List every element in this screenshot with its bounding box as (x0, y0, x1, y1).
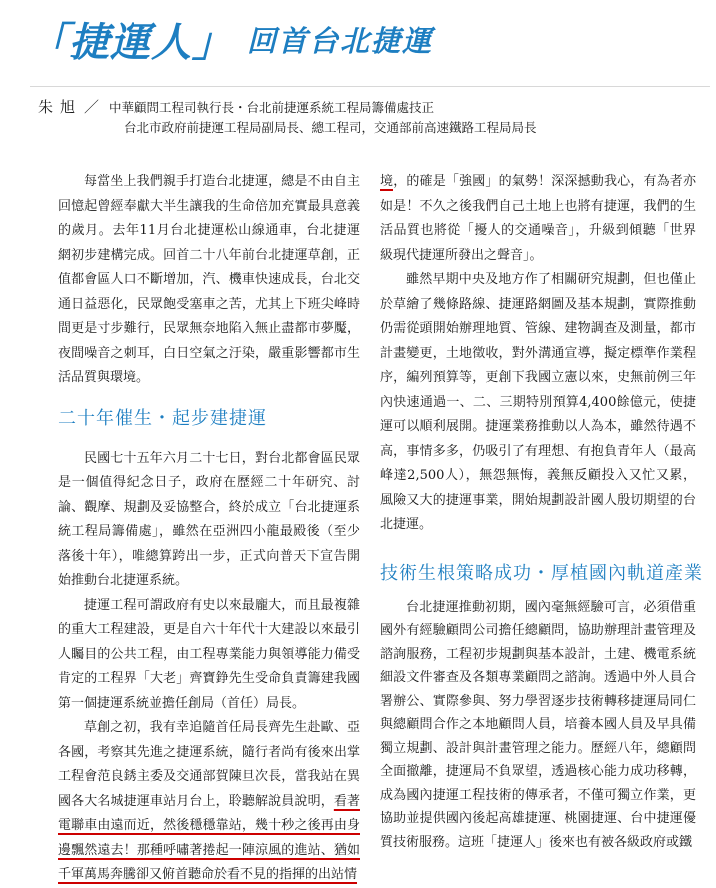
paragraph-3: 捷運工程可謂政府有史以來最龐大，而且最複雜的重大工程建設，更是自六十年代十大建設以來最引人矚目的公共工程，由工程專業能力與領導能力備受肯定的工程界「大老」齊寶錚先生受命負責籌建我國第一個捷運系統並擔任創局（首任）局長。 (58, 597, 360, 711)
paragraph-4-text: 草創之初，我有幸追隨首任局長齊先生赴歐、亞各國，考察其先進之捷運系統，隨行者尚有後來出掌工程會范良銹主委及交通部賀陳旦次長，當我站在異國各大名城捷運車站月台上，聆聽解說員說明， (58, 720, 360, 809)
paragraph-continued (380, 170, 696, 268)
paragraph-2: 民國七十五年六月二十七日，對台北都會區民眾是一個值得紀念日子，政府在歷經二十年研究、討論、觀摩、規劃及妥協整合，終於成立「台北捷運系統工程局籌備處」，雖然在亞洲四小龍最殿後（至少落後十年），唯總算跨出一步，正式向普天下宣告開始推動台北捷運系統。 (58, 450, 360, 588)
title-sub: 回首台北捷運 (247, 23, 434, 58)
author-name: 朱旭 (38, 98, 83, 116)
paragraph-right-3: 台北捷運推動初期，國內毫無經驗可言，必須借重國外有經驗顧問公司擔任總顧問，協助辦理計畫管理及諮詢服務，工程初步規劃與基本設計，土建、機電系統細設文件審查及各類專業顧問之諮詢。透過中外人員合署辦公、實際參與、努力學習逐步技術轉移捷運局同仁與總顧問合作之本地顧問人員，培養本國人員及早具備獨立規劃、設計與計畫管理之能力。歷經八年，總顧問全面撤離，捷運局不負眾望，透過核心能力成功移轉，成為國內捷運工程技術的傳承者，不僅可獨立作業，更協助並提供國內後起高雄捷運、桃園捷運、台中捷運優質技術服務。這班「捷運人」後來也有被各級政府或鐵 (380, 599, 696, 850)
red-underlined-char: 境 (380, 174, 394, 189)
paragraph-continued-text: ，的確是「強國」的氣勢！深深撼動我心，有為者亦如是！不久之後我們自己土地上也將有捷運，我們的生活品質也將從「擾人的交通噪音」，升級到傾聽「世界級現代捷運所發出之聲音」。 (380, 174, 696, 263)
paragraph-intro: 每當坐上我們親手打造台北捷運，總是不由自主回憶起曾經奉獻大半生讓我的生命倍加充實最具意義的歲月。去年11月台北捷運松山線通車，台北捷運網初步建構完成。回首二十八年前台北捷運草創，正值都會區人口不斷增加，汽、機車快速成長，台北交通日益惡化，民眾飽受塞車之苦，尤其上下班尖峰時間更是寸步難行，民眾無奈地陷入無止盡都市夢魘，夜間噪音之刺耳，白日空氣之汙染，嚴重影響都市生活品質與環境。 (58, 174, 360, 385)
author-line-1 (38, 96, 708, 116)
author-title-1: 中華顧問工程司執行長・台北前捷運系統工程局籌備處技正 (109, 100, 435, 115)
paragraph-4 (58, 716, 360, 888)
author-slash: ／ (84, 98, 100, 116)
red-underlined-passage: 看著電聯車由遠而近，然後穩穩靠站，幾十秒之後再由身邊飄然遠去！那種呼嘯著捲起一陣涼風的進站、猶如千軍萬馬奔騰卻又俯首聽命於看不見的指揮的出站情 (58, 793, 360, 882)
left-column (58, 170, 360, 888)
author-byline (38, 96, 708, 138)
divider (30, 86, 710, 87)
right-column (380, 170, 703, 854)
section-heading-1: 二十年催生・起步建捷運 (58, 407, 267, 429)
section-heading-2: 技術生根策略成功・厚植國內軌道產業 (380, 562, 703, 584)
author-title-2: 台北市政府前捷運工程局副局長、總工程司，交通部前高速鐵路工程局局長 (124, 120, 537, 135)
article-title (28, 4, 708, 74)
title-main: 「捷運人」 (28, 19, 233, 66)
paragraph-right-2: 雖然早期中央及地方作了相關研究規劃，但也僅止於草繪了幾條路線、捷運路網圖及基本規劃，實際推動仍需從頭開始辦理地質、管線、建物調查及測量，都市計畫變更，土地徵收，對外溝通宣導，擬定標準作業程序，編列預算等，更創下我國立憲以來，史無前例三年內快速通過一、二、三期特別預算4,400餘億元，使捷運可以順利展開。捷運業務推動以人為本，雖然待遇不高，事情多多，仍吸引了有理想、有抱負青年人（最高峰達2,500人），無怨無悔，義無反顧投入又忙又累，風險又大的捷運事業，開始規劃設計國人殷切期望的台北捷運。 (380, 272, 696, 532)
